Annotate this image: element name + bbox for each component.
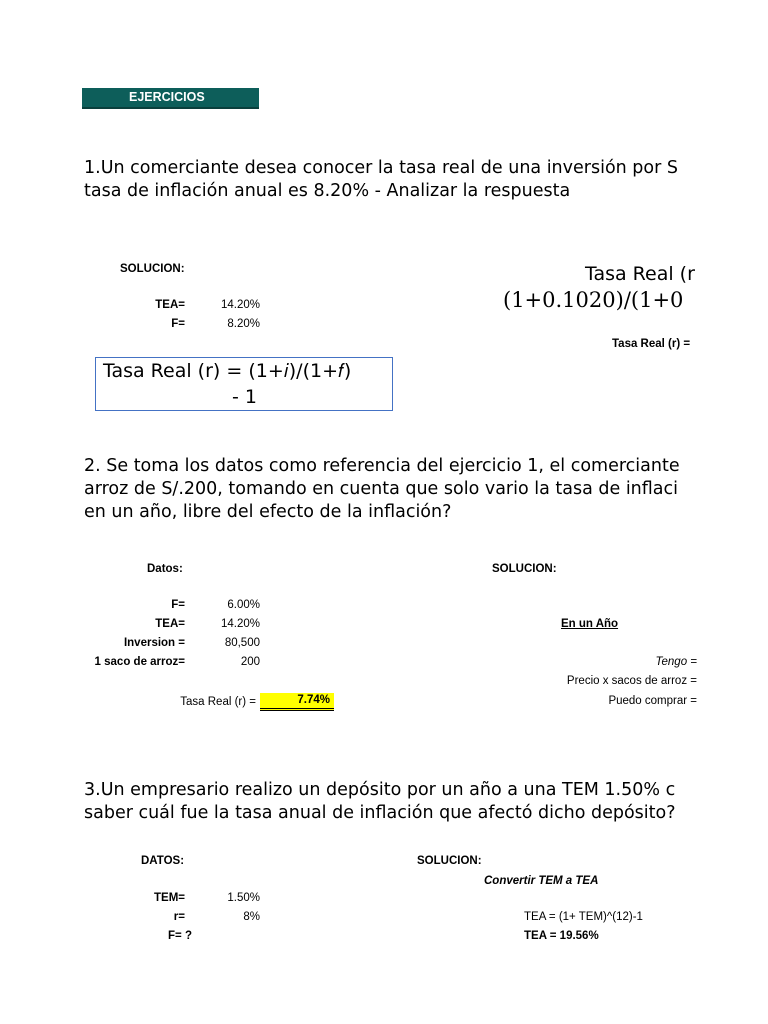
- section-banner: EJERCICIOS: [82, 88, 259, 109]
- exercise-1-solucion-heading: SOLUCION:: [120, 263, 185, 275]
- exercise-3-tem-value: 1.50%: [227, 892, 260, 904]
- exercise-2-puedo-comprar: Puedo comprar =: [608, 695, 697, 707]
- exercise-3-question-line-2: saber cuál fue la tasa anual de inflación que afectó dicho depósito?: [84, 803, 676, 823]
- exercise-3-r-label: r=: [173, 911, 185, 923]
- exercise-2-inversion-value: 80,500: [224, 637, 260, 649]
- exercise-2-precio: Precio x sacos de arroz =: [566, 675, 697, 687]
- exercise-3-tea-result: TEA = 19.56%: [524, 930, 599, 942]
- exercise-3-convertir: Convertir TEM a TEA: [484, 875, 599, 887]
- exercise-2-datos-heading: Datos:: [147, 563, 183, 575]
- exercise-2-tasa-real-value: 7.74%: [260, 693, 334, 711]
- exercise-2-f-value: 6.00%: [227, 599, 260, 611]
- exercise-2-en-un-ano: En un Año: [561, 618, 619, 630]
- exercise-1-tea-value: 14.20%: [220, 299, 260, 311]
- formula-box-line-2: - 1: [232, 386, 257, 408]
- exercise-2-tea-value: 14.20%: [220, 618, 260, 630]
- exercise-1-tea-label: TEA=: [155, 299, 185, 311]
- exercise-2-question-line-2: arroz de S/.200, tomando en cuenta que solo vario la tasa de inflaci: [84, 479, 679, 499]
- exercise-2-question-line-1: 2. Se toma los datos como referencia del ejercicio 1, el comerciante: [84, 456, 680, 476]
- exercise-2-saco-label: 1 saco de arroz=: [94, 656, 185, 668]
- exercise-1-question-line-1: 1.Un comerciante desea conocer la tasa real de una inversión por S: [84, 158, 678, 178]
- exercise-2-tea-label: TEA=: [155, 618, 185, 630]
- exercise-2-saco-value: 200: [240, 656, 260, 668]
- exercise-1-right-title: Tasa Real (r: [585, 263, 695, 285]
- exercise-1-right-result-label: Tasa Real (r) =: [612, 338, 691, 350]
- exercise-3-datos-heading: DATOS:: [141, 855, 185, 867]
- exercise-3-solucion-heading: SOLUCION:: [417, 855, 482, 867]
- exercise-3-tea-formula: TEA = (1+ TEM)^(12)-1: [524, 911, 643, 923]
- exercise-1-f-label: F=: [171, 318, 185, 330]
- exercise-2-tasa-real-label: Tasa Real (r) =: [180, 696, 256, 708]
- exercise-1-question-line-2: tasa de inflación anual es 8.20% - Analizar la respuesta: [84, 181, 571, 201]
- exercise-3-tem-label: TEM=: [154, 892, 185, 904]
- exercise-3-f-label: F= ?: [168, 930, 192, 942]
- exercise-3-question-line-1: 3.Un empresario realizo un depósito por un año a una TEM 1.50% c: [84, 780, 676, 800]
- exercise-2-solucion-heading: SOLUCION:: [492, 563, 557, 575]
- exercise-2-inversion-label: Inversion =: [123, 637, 185, 649]
- formula-box-line-1: Tasa Real (r) = (1+𝑖)/(1+𝑓): [103, 360, 352, 382]
- exercise-1-f-value: 8.20%: [227, 318, 260, 330]
- exercise-2-tengo: Tengo =: [655, 656, 697, 668]
- tasa-real-formula-box: [95, 357, 393, 411]
- exercise-2-f-label: F=: [171, 599, 185, 611]
- exercise-3-r-value: 8%: [243, 911, 260, 923]
- exercise-2-question-line-3: en un año, libre del efecto de la inflación?: [84, 502, 452, 522]
- exercise-1-right-formula: (1+0.1020)/(1+0: [503, 288, 684, 312]
